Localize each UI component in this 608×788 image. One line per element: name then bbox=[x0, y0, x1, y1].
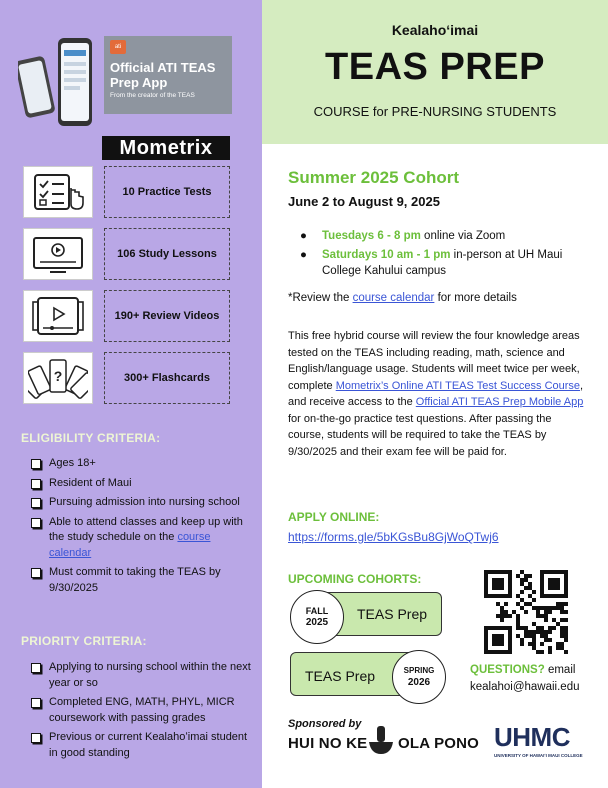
mometrix-logo: Mometrix bbox=[102, 136, 230, 160]
video-lesson-icon bbox=[23, 228, 93, 280]
description-text: , and receive access to the bbox=[288, 379, 584, 408]
description-text: This free hybrid course will review the four knowledge areas tested on the TEAS including reading, math, science and English/language usage. Students will meet twice per week, complete bbox=[288, 330, 580, 392]
schedule-time: Tuesdays 6 - 8 pm bbox=[322, 230, 421, 242]
schedule-detail: online via Zoom bbox=[420, 230, 506, 242]
qr-code-icon[interactable] bbox=[484, 570, 568, 654]
feature-review-videos bbox=[104, 290, 230, 342]
cohort-pill-label: TEAS Prep bbox=[357, 606, 428, 622]
list-item-text: Able to attend classes and keep up with the study schedule on the bbox=[49, 515, 243, 543]
schedule-time: Saturdays 10 am - 1 pm bbox=[322, 249, 451, 261]
list-item: Pursuing admission into nursing school bbox=[31, 495, 253, 511]
bullet-icon: ● bbox=[300, 249, 307, 261]
bullet-icon: ● bbox=[300, 230, 307, 242]
questions-suffix: email bbox=[544, 664, 576, 676]
badge-year: 2025 bbox=[305, 617, 329, 628]
badge-year: 2026 bbox=[407, 677, 431, 688]
cohort-badge-spring bbox=[392, 650, 446, 704]
questions-label: QUESTIONS? bbox=[470, 664, 545, 676]
feature-label: 106 Study Lessons bbox=[117, 248, 217, 260]
apply-url-link[interactable]: https://forms.gle/5bKGsBu8GjWoQTwj6 bbox=[288, 530, 499, 544]
questions-line bbox=[470, 664, 575, 676]
schedule-detail: in-person at UH Maui College Kahului campus bbox=[322, 249, 563, 277]
badge-season: SPRING bbox=[403, 666, 435, 675]
checklist-icon bbox=[23, 166, 93, 218]
badge-season: FALL bbox=[305, 606, 329, 616]
list-item: Completed ENG, MATH, PHYL, MICR coursework with passing grades bbox=[31, 695, 253, 726]
cohort-pill-label: TEAS Prep bbox=[305, 668, 376, 684]
sponsor-label: Sponsored by bbox=[288, 718, 362, 730]
feature-practice-tests bbox=[104, 166, 230, 218]
apply-title: APPLY ONLINE: bbox=[288, 510, 380, 524]
course-calendar-link[interactable]: course calendar bbox=[352, 292, 435, 304]
schedule-list bbox=[300, 228, 590, 279]
description-text: for on-the-go practice test questions. After passing the course, students will be required to take the TEAS by 9/30/2025 and their exam fee will be paid for. bbox=[288, 412, 552, 458]
app-promo-banner bbox=[104, 36, 232, 114]
eligibility-title: ELIGIBILITY CRITERIA: bbox=[21, 431, 161, 445]
app-subtitle: From the creator of the TEAS bbox=[110, 92, 195, 99]
priority-title: PRIORITY CRITERIA: bbox=[21, 634, 147, 648]
course-calendar-link[interactable]: course calendar bbox=[49, 531, 211, 559]
cohort-dates: June 2 to August 9, 2025 bbox=[288, 194, 440, 209]
list-item: Previous or current Kealahoʻimai student in good standing bbox=[31, 730, 253, 761]
left-panel bbox=[0, 0, 262, 788]
schedule-item bbox=[300, 247, 590, 279]
eligibility-list bbox=[31, 456, 253, 600]
course-description bbox=[288, 328, 590, 460]
feature-study-lessons bbox=[104, 228, 230, 280]
list-item: Applying to nursing school within the next year or so bbox=[31, 660, 253, 691]
app-title: Official ATI TEAS Prep App bbox=[110, 60, 216, 90]
org-name: Kealahoʻimai bbox=[391, 22, 479, 38]
phone-app-icon bbox=[18, 36, 100, 130]
video-player-icon bbox=[23, 290, 93, 342]
contact-email[interactable]: kealahoi@hawaii.edu bbox=[470, 681, 580, 693]
cohort-title: Summer 2025 Cohort bbox=[288, 168, 459, 187]
mometrix-course-link[interactable]: Mometrix’s Online ATI TEAS Test Success Course bbox=[335, 379, 581, 392]
sponsor-name-left: HUI NO KE bbox=[288, 735, 368, 752]
review-text: *Review the bbox=[288, 292, 353, 304]
sponsor-name-right: OLA PONO bbox=[398, 735, 480, 752]
header-banner bbox=[262, 0, 608, 144]
uhmc-logo: UHMC bbox=[494, 722, 570, 752]
ati-logo-icon: ati bbox=[110, 40, 126, 54]
list-item: Resident of Maui bbox=[31, 476, 253, 492]
page-title: TEAS PREP bbox=[325, 46, 545, 88]
feature-label: 10 Practice Tests bbox=[122, 186, 212, 198]
ati-app-link[interactable]: Official ATI TEAS Prep Mobile App bbox=[415, 396, 584, 408]
page-subtitle: COURSE for PRE-NURSING STUDENTS bbox=[313, 104, 557, 119]
list-item: Ages 18+ bbox=[31, 456, 253, 472]
review-note bbox=[288, 292, 517, 304]
feature-label: 300+ Flashcards bbox=[124, 372, 210, 384]
feature-flashcards bbox=[104, 352, 230, 404]
cohort-badge-fall bbox=[290, 590, 344, 644]
flashcards-icon bbox=[23, 352, 93, 404]
review-text: for more details bbox=[434, 292, 517, 304]
svg-text:?: ? bbox=[53, 368, 63, 384]
priority-list bbox=[31, 660, 253, 765]
schedule-item bbox=[300, 228, 590, 244]
list-item: Must commit to taking the TEAS by 9/30/2025 bbox=[31, 565, 253, 596]
upcoming-title: UPCOMING COHORTS: bbox=[288, 572, 422, 586]
bowl-pounder-icon bbox=[368, 724, 394, 756]
uhmc-subtitle: UNIVERSITY OF HAWAIʻI MAUI COLLEGE bbox=[494, 753, 583, 758]
list-item bbox=[31, 515, 253, 562]
feature-label: 190+ Review Videos bbox=[114, 310, 220, 322]
